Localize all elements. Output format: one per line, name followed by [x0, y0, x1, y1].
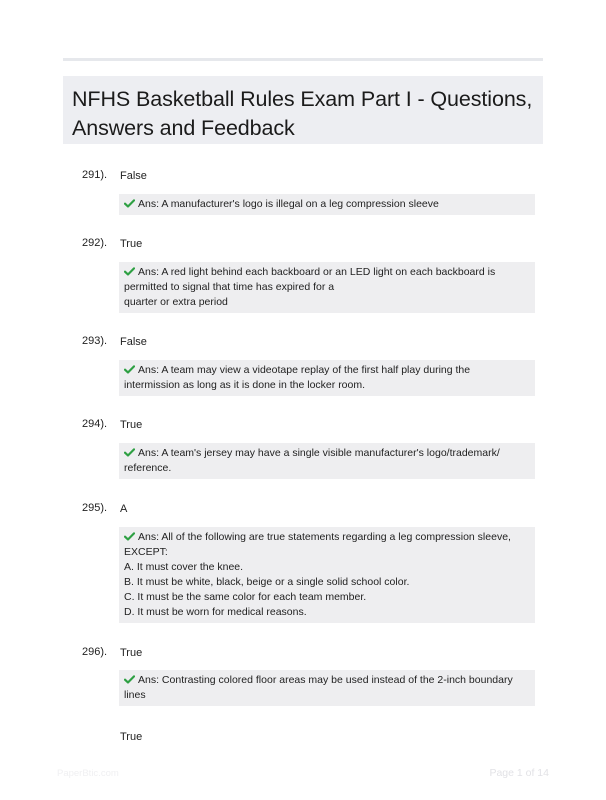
footer-watermark: PaperBtic.com: [57, 768, 119, 779]
feedback-box: [119, 443, 535, 479]
question-number: 293).: [82, 335, 108, 347]
feedback-line: Ans: Contrasting colored floor areas may be used instead of the 2-inch boundary: [124, 673, 529, 688]
trailing-answer: True: [120, 731, 143, 743]
feedback-box: [119, 194, 535, 215]
page-title: NFHS Basketball Rules Exam Part I - Questions, Answers and Feedback: [72, 87, 533, 140]
question-number: 295).: [82, 502, 108, 514]
feedback-line: lines: [124, 689, 146, 701]
question-number: 292).: [82, 237, 108, 249]
feedback-box: [119, 360, 535, 396]
question-answer: A: [120, 503, 128, 515]
question-answer: False: [120, 170, 147, 182]
feedback-box: [119, 527, 535, 623]
question-answer: False: [120, 336, 147, 348]
feedback-line: Ans: All of the following are true statements regarding a leg compression sleeve,: [124, 530, 529, 545]
check-icon: [124, 448, 135, 457]
top-divider: [63, 58, 543, 61]
feedback-line: B. It must be white, black, beige or a single solid school color.: [124, 576, 410, 588]
title-banner: [63, 76, 543, 144]
feedback-line: D. It must be worn for medical reasons.: [124, 606, 307, 618]
check-icon: [124, 267, 135, 276]
check-icon: [124, 532, 135, 541]
question-answer: True: [120, 419, 143, 431]
feedback-line: C. It must be the same color for each team member.: [124, 591, 367, 603]
question-number: 294).: [82, 418, 108, 430]
check-icon: [124, 365, 135, 374]
question-number: 291).: [82, 169, 108, 181]
feedback-line: A. It must cover the knee.: [124, 561, 244, 573]
check-icon: [124, 675, 135, 684]
feedback-line: Ans: A team may view a videotape replay of the first half play during the: [124, 363, 529, 378]
feedback-line: quarter or extra period: [124, 296, 228, 308]
question-answer: True: [120, 238, 143, 250]
question-number: 296).: [82, 646, 108, 658]
feedback-box: [119, 670, 535, 706]
feedback-line: Ans: A red light behind each backboard or an LED light on each backboard is: [124, 265, 529, 280]
feedback-line: reference.: [124, 462, 172, 474]
feedback-line: intermission as long as it is done in the locker room.: [124, 379, 366, 391]
check-icon: [124, 199, 135, 208]
page-indicator: Page 1 of 14: [489, 767, 549, 779]
feedback-line: Ans: A manufacturer's logo is illegal on a leg compression sleeve: [124, 197, 529, 212]
question-answer: True: [120, 647, 143, 659]
feedback-line: Ans: A team's jersey may have a single visible manufacturer's logo/trademark/: [124, 446, 529, 461]
feedback-line: permitted to signal that time has expired for a: [124, 281, 335, 293]
feedback-box: [119, 262, 535, 313]
feedback-line: EXCEPT:: [124, 546, 168, 558]
